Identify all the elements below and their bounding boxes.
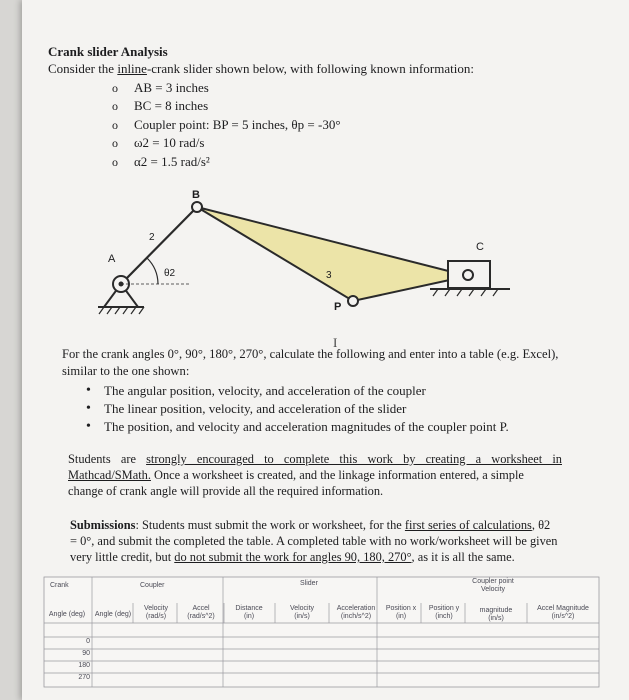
task-item: • The position, and velocity and acceleration magnitudes of the coupler point P. [82, 418, 509, 436]
tasks-list [82, 382, 509, 436]
column-header: magnitude (in/s) [479, 607, 513, 622]
angle-cell: 180 [78, 662, 90, 669]
column-header: Angle (deg) [48, 611, 86, 618]
instructions-line-1: For the crank angles 0°, 90°, 180°, 270°, calculate the following and enter into a table (e.g. Excel), [62, 347, 559, 361]
doc-title: Crank slider Analysis [48, 44, 168, 59]
column-header: Accel (rad/s^2) [187, 605, 215, 620]
intro-line: Consider the inline-crank slider shown below, with following known information: [48, 61, 474, 76]
group-slider: Slider [300, 580, 318, 587]
slider-ground-hatch [433, 289, 498, 296]
column-header: Position y (inch) [428, 605, 460, 620]
angle-cell: 0 [86, 638, 90, 645]
column-header: Velocity (in/s) [289, 605, 315, 620]
column-header: Acceleration (inch/s^2) [336, 605, 376, 620]
angle-cell: 90 [82, 650, 90, 657]
submissions-paragraph: Submissions: Students must submit the work or worksheet, for the first series of calculations, θ2 = 0°, and submit the completed the table. A completed table with no work/worksheet will be given very little credit, but do not submit the work for angles 90, 180, 270°, as it is all the same. [70, 518, 558, 564]
label-link-2: 2 [149, 232, 155, 243]
coupler-triangle [197, 207, 468, 301]
angle-cell: 270 [78, 674, 90, 681]
known-item: o α2 = 1.5 rad/s² [110, 153, 341, 171]
label-p: P [334, 301, 342, 313]
column-header: Angle (deg) [94, 611, 132, 618]
text-cursor: I [333, 335, 338, 350]
label-a: A [108, 253, 116, 265]
group-coupler: Coupler [140, 582, 165, 589]
instructions-line-2: similar to the one shown: [62, 364, 190, 378]
crank-link [121, 207, 197, 284]
known-item: o ω2 = 10 rad/s [110, 134, 341, 152]
group-coupler-point: Coupler point Velocity [472, 578, 514, 593]
students-paragraph: Students are strongly encouraged to complete this work by creating a worksheet in Mathcad/SMath. Once a worksheet is created, and the linkage information entered, a simple change of crank angle will provide all the required information. [68, 452, 562, 498]
group-crank: Crank [50, 582, 69, 589]
column-header: Position x (in) [385, 605, 417, 620]
task-item: • The angular position, velocity, and acceleration of the coupler [82, 382, 509, 400]
known-item: o BC = 8 inches [110, 97, 341, 115]
theta-arc [147, 258, 158, 284]
column-header: Distance (in) [235, 605, 263, 620]
joint-p [348, 296, 358, 306]
task-item: • The linear position, velocity, and acceleration of the slider [82, 400, 509, 418]
known-info-list [110, 79, 341, 171]
joint-b [192, 202, 202, 212]
known-item: o AB = 3 inches [110, 79, 341, 97]
label-theta2: θ2 [164, 268, 176, 279]
crank-slider-diagram [90, 189, 530, 350]
label-c: C [476, 241, 484, 253]
label-link-3: 3 [326, 270, 332, 281]
column-header: Velocity (rad/s) [143, 605, 169, 620]
known-item: o Coupler point: BP = 5 inches, θp = -30° [110, 116, 341, 134]
joint-c [463, 270, 473, 280]
column-header: Accel Magnitude (in/s^2) [537, 605, 589, 620]
ground-hatch [99, 307, 144, 314]
label-b: B [192, 189, 200, 201]
